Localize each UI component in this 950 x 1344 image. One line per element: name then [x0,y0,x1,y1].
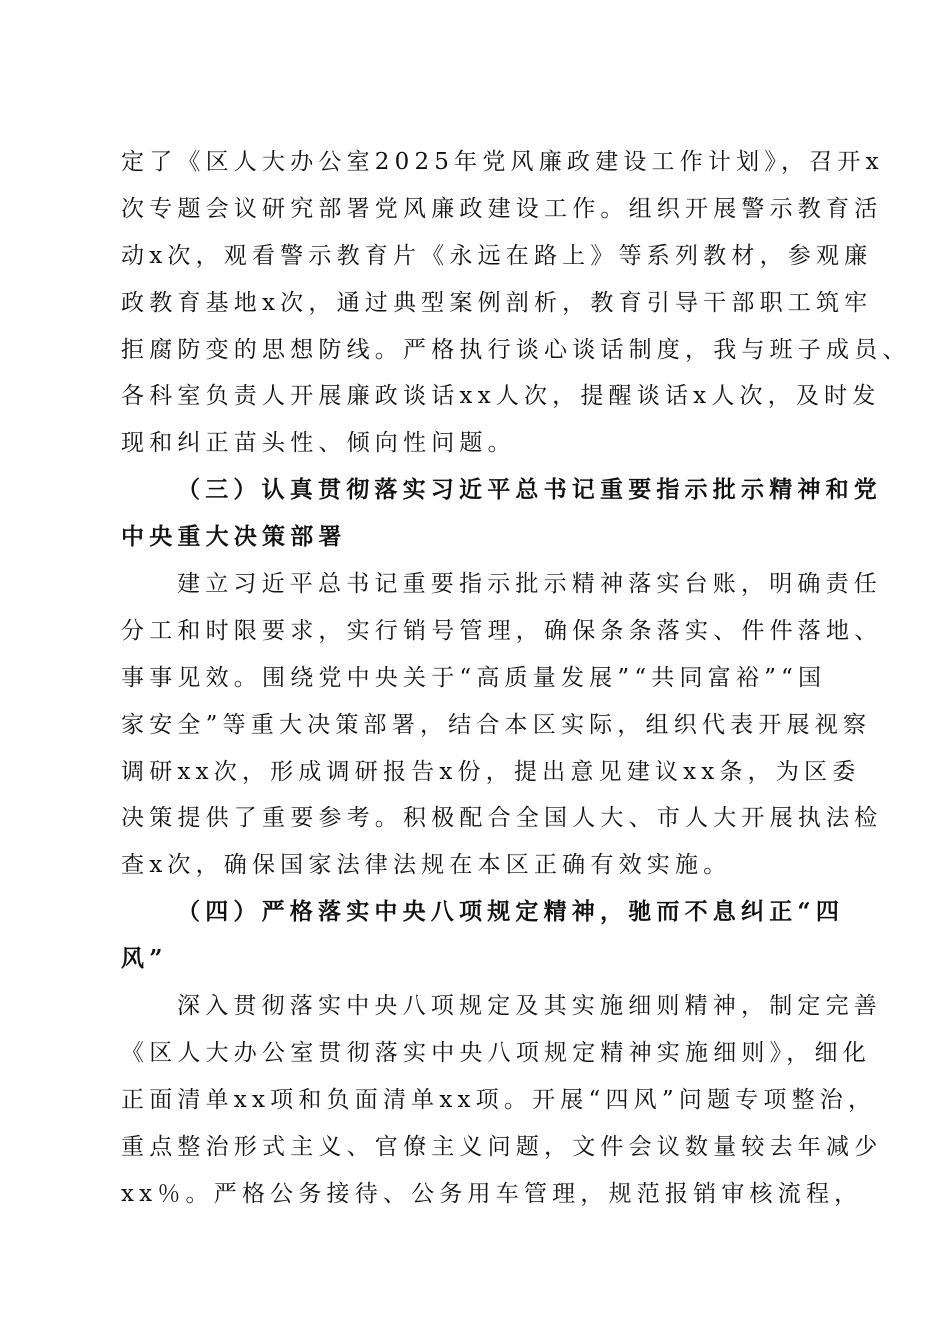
section-heading-3 [121,467,882,561]
text-line: 重点整治形式主义、官僚主义问题，文件会议数量较去年减少 [121,1133,883,1160]
text-line: 拒腐防变的思想防线。严格执行谈心谈话制度，我与班子成员、 [121,336,911,363]
heading-line: （四）严格落实中央八项规定精神，驰而不息纠正“四 [177,898,845,926]
heading-line: 中央重大决策部署 [121,523,347,551]
text-line: 分工和时限要求，实行销号管理，确保条条落实、件件落地、 [121,617,883,644]
paragraph-continuation [121,139,911,467]
text-line: 次专题会议研究部署党风廉政建设工作。组织开展警示教育活 [121,195,883,222]
heading-line: 风” [121,945,168,973]
text-line: 家安全”等重大决策部署，结合本区实际，组织代表开展视察 [121,711,872,738]
text-line: 《区人大办公室贯彻落实中央八项规定精神实施细则》，细化 [121,1039,871,1066]
text-line: 决策提供了重要参考。积极配合全国人大、市人大开展执法检 [121,805,883,832]
section-heading-4 [121,889,845,983]
document-page [121,139,911,1217]
paragraph-section-4 [121,983,883,1217]
text-line: 调研xx次，形成调研报告x份，提出意见建议xx条，为区委 [121,758,861,785]
text-line: 现和纠正苗头性、倾向性问题。 [121,430,516,457]
text-line: 各科室负责人开展廉政谈话xx人次，提醒谈话x人次，及时发 [121,383,881,410]
text-line: 查x次，确保国家法律法规在本区正确有效实施。 [121,852,732,879]
text-line: 动x次，观看警示教育片《永远在路上》等系列教材，参观廉 [121,242,873,269]
text-line: 正面清单xx项和负面清单xx项。开展“四风”问题专项整治， [121,1086,877,1113]
text-line: 政教育基地x次，通过典型案例剖析，教育引导干部职工筑牢 [121,289,873,316]
text-line: 定了《区人大办公室2025年党风廉政建设工作计划》，召开x [121,149,884,175]
text-line: 建立习近平总书记重要指示批示精神落实台账，明确责任 [177,571,882,598]
heading-line: （三）认真贯彻落实习近平总书记重要指示批示精神和党 [177,476,882,504]
text-line: xx％。严格公务接待、公务用车管理，规范报销审核流程， [121,1180,863,1207]
text-line: 深入贯彻落实中央八项规定及其实施细则精神，制定完善 [177,993,882,1020]
text-line: 事事见效。围绕党中央关于“高质量发展”“共同富裕”“国 [121,664,827,691]
paragraph-section-3 [121,561,883,889]
